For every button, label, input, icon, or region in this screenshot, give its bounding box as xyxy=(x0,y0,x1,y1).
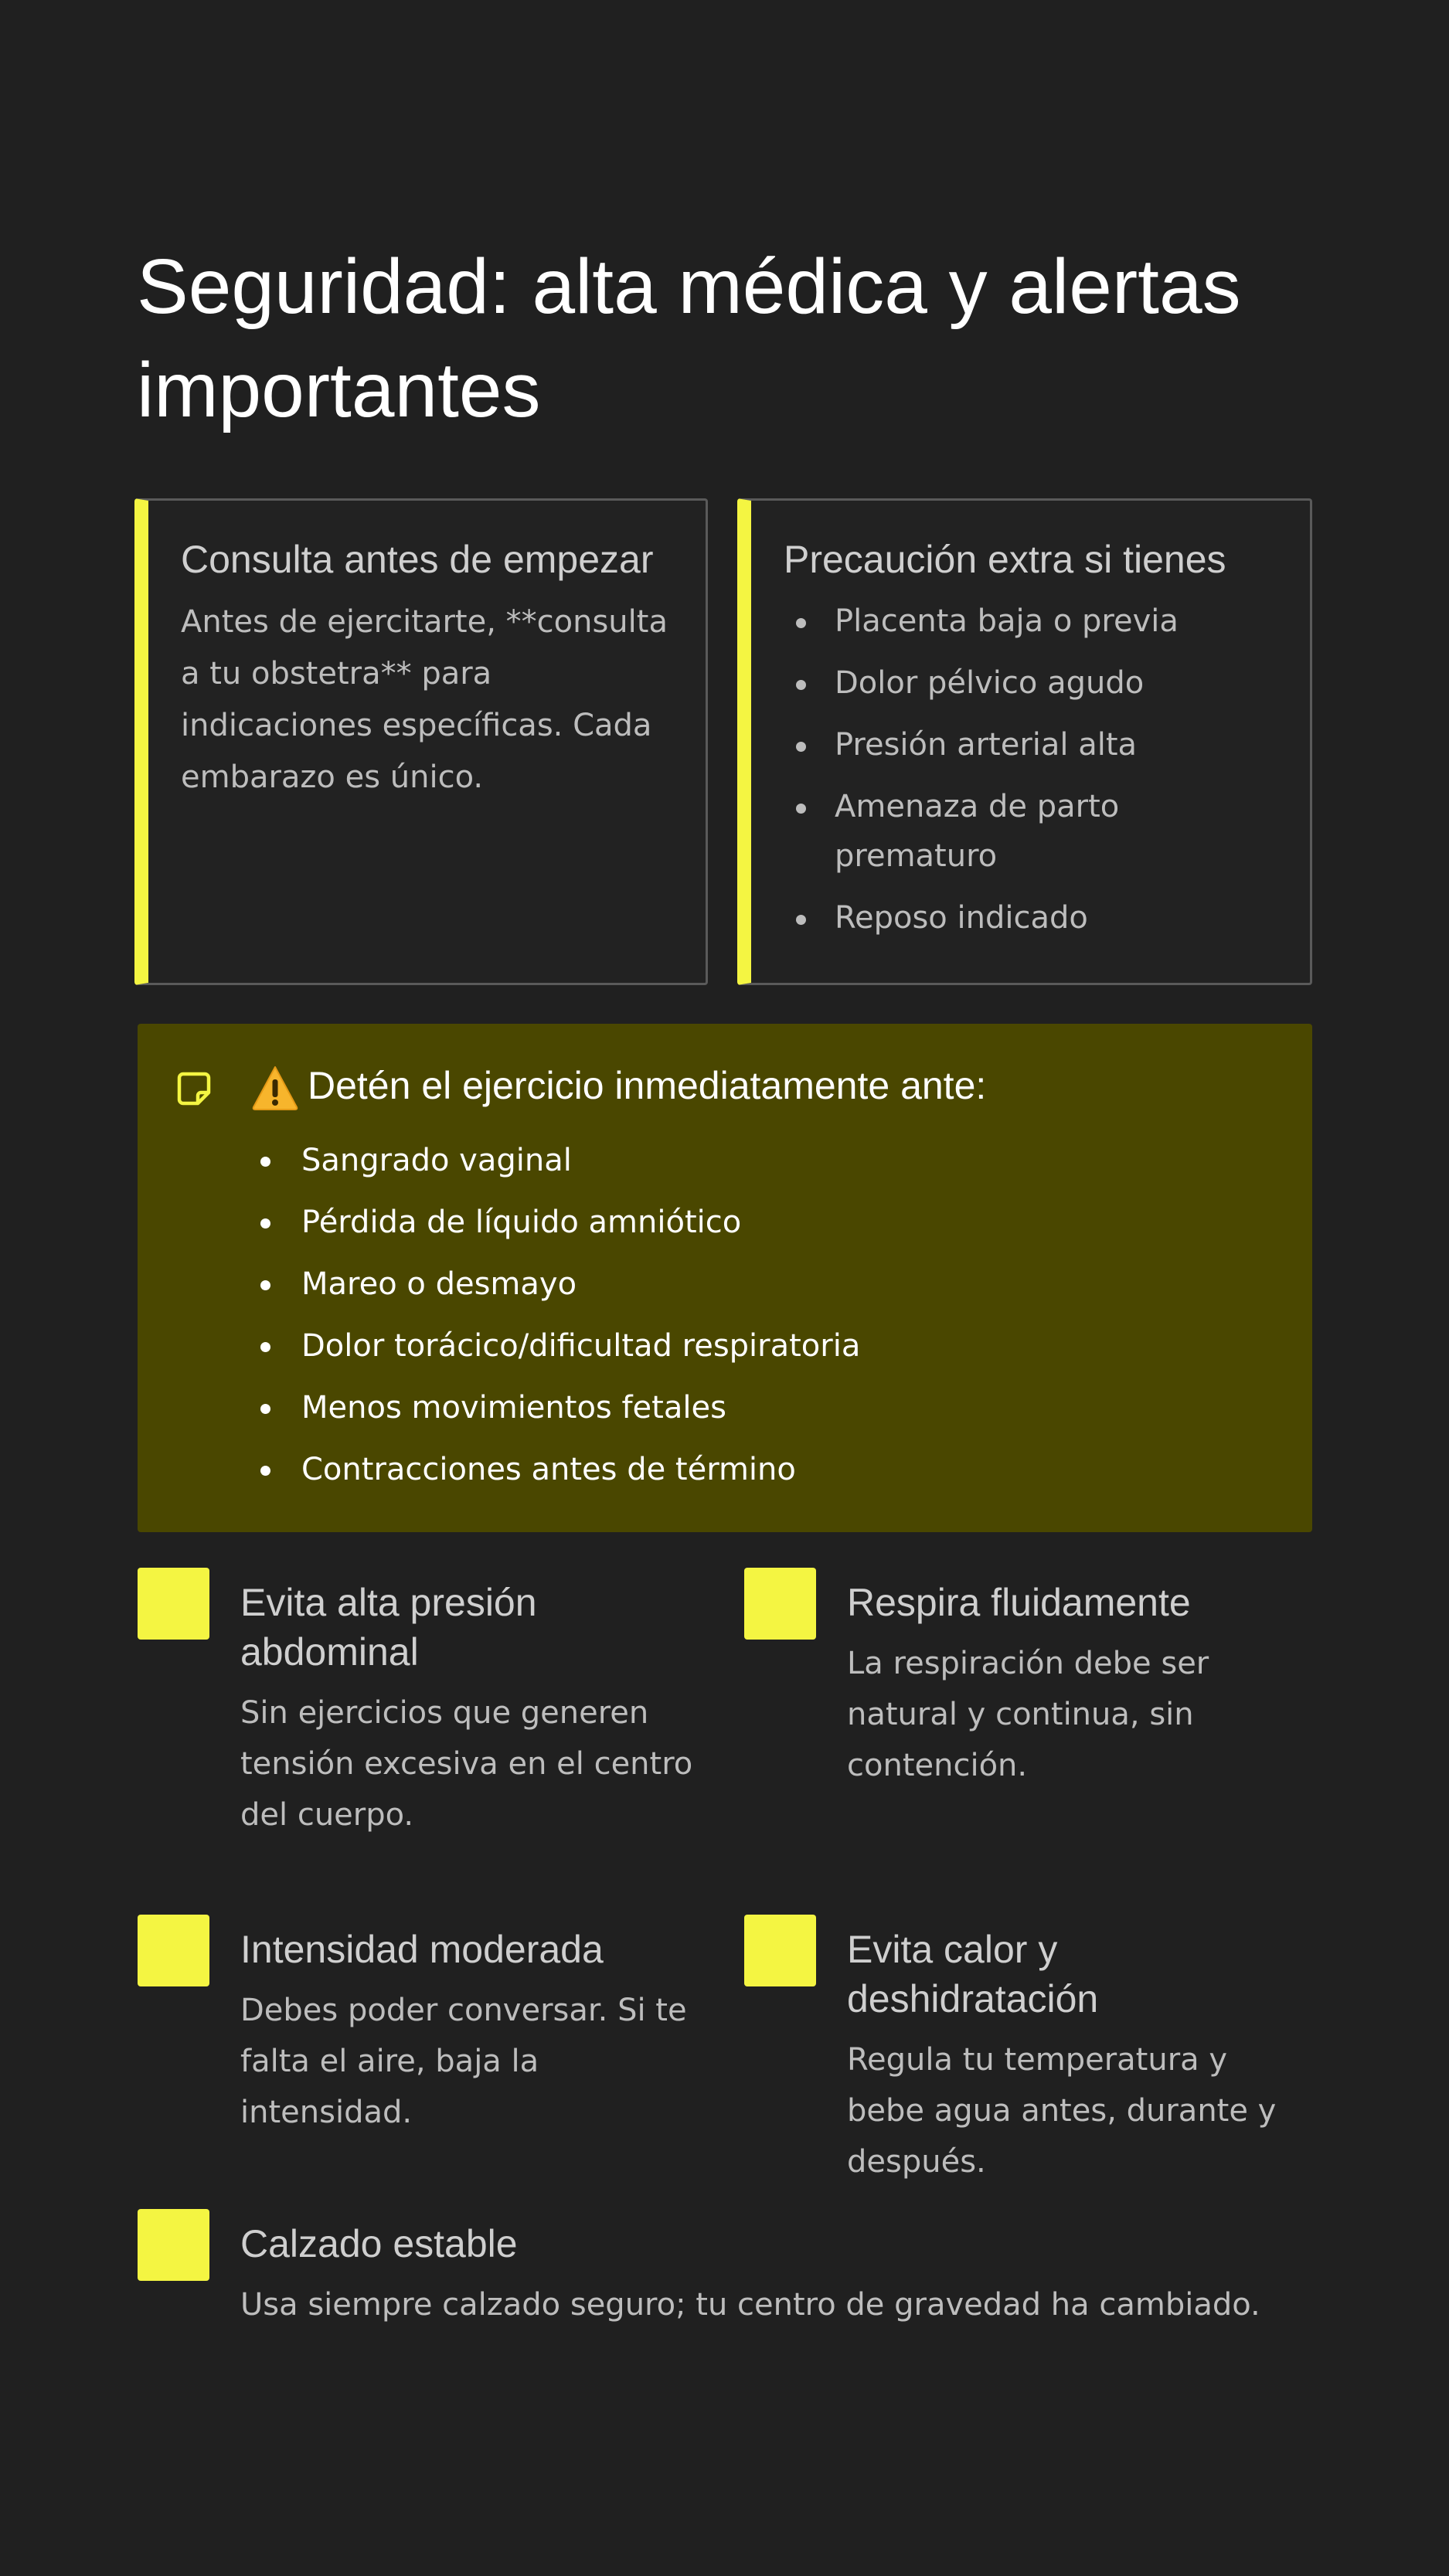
tip-abdominal-pressure xyxy=(138,1568,694,1840)
warning-icon xyxy=(251,1064,299,1112)
tip-text: La respiración debe ser natural y continua, sin contención. xyxy=(847,1646,1209,1783)
caution-list-item: Dolor pélvico agudo xyxy=(835,658,1287,708)
consult-card-text: Antes de ejercitarte, **consulta a tu obstetra** para indicaciones específicas. Cada embarazo es único. xyxy=(181,604,668,795)
caution-list-item: Placenta baja o previa xyxy=(835,596,1287,646)
tip-intensity xyxy=(138,1915,694,2138)
caution-card-heading: Precaución extra si tienes xyxy=(784,538,1226,581)
tip-footwear xyxy=(138,2209,1343,2330)
caution-list-item: Reposo indicado xyxy=(835,893,1287,943)
tip-heading: Evita calor y deshidratación xyxy=(847,1928,1099,2020)
alert-list-item: Sangrado vaginal xyxy=(301,1136,860,1185)
tip-heading: Respira fluidamente xyxy=(847,1581,1191,1624)
square-marker-icon xyxy=(138,1568,209,1640)
tip-text: Usa siempre calzado seguro; tu centro de gravedad ha cambiado. xyxy=(240,2287,1260,2323)
alert-list-item: Menos movimientos fetales xyxy=(301,1383,860,1432)
tip-text: Regula tu temperatura y bebe agua antes, durante y después. xyxy=(847,2042,1277,2180)
caution-list-item: Presión arterial alta xyxy=(835,720,1287,770)
caution-card xyxy=(737,498,1312,985)
tip-text: Sin ejercicios que generen tensión excesiva en el centro del cuerpo. xyxy=(240,1695,693,1833)
alert-list-item: Dolor torácico/dificultad respiratoria xyxy=(301,1321,860,1371)
alert-list-item: Pérdida de líquido amniótico xyxy=(301,1198,860,1247)
square-marker-icon xyxy=(744,1915,816,1986)
caution-list-item: Amenaza de parto prematuro xyxy=(835,782,1287,881)
alert-heading: Detén el ejercicio inmediatamente ante: xyxy=(308,1064,987,1107)
tip-heading: Calzado estable xyxy=(240,2222,518,2265)
alert-list xyxy=(301,1136,860,1507)
alert-list-item: Contracciones antes de término xyxy=(301,1445,860,1494)
tip-heading: Evita alta presión abdominal xyxy=(240,1581,537,1674)
consult-card xyxy=(134,498,708,985)
page-title: Seguridad: alta médica y alertas importantes xyxy=(137,243,1241,433)
stop-exercise-alert xyxy=(138,1024,1312,1532)
tip-heading: Intensidad moderada xyxy=(240,1928,604,1971)
tip-text: Debes poder conversar. Si te falta el aire, baja la intensidad. xyxy=(240,1993,687,2130)
square-marker-icon xyxy=(138,2209,209,2281)
caution-list xyxy=(784,596,1287,943)
tip-heat-hydration xyxy=(744,1915,1301,2187)
consult-card-heading: Consulta antes de empezar xyxy=(181,538,654,581)
note-icon xyxy=(176,1071,212,1106)
tip-breathing xyxy=(744,1568,1301,1791)
square-marker-icon xyxy=(744,1568,816,1640)
alert-list-item: Mareo o desmayo xyxy=(301,1259,860,1309)
square-marker-icon xyxy=(138,1915,209,1986)
